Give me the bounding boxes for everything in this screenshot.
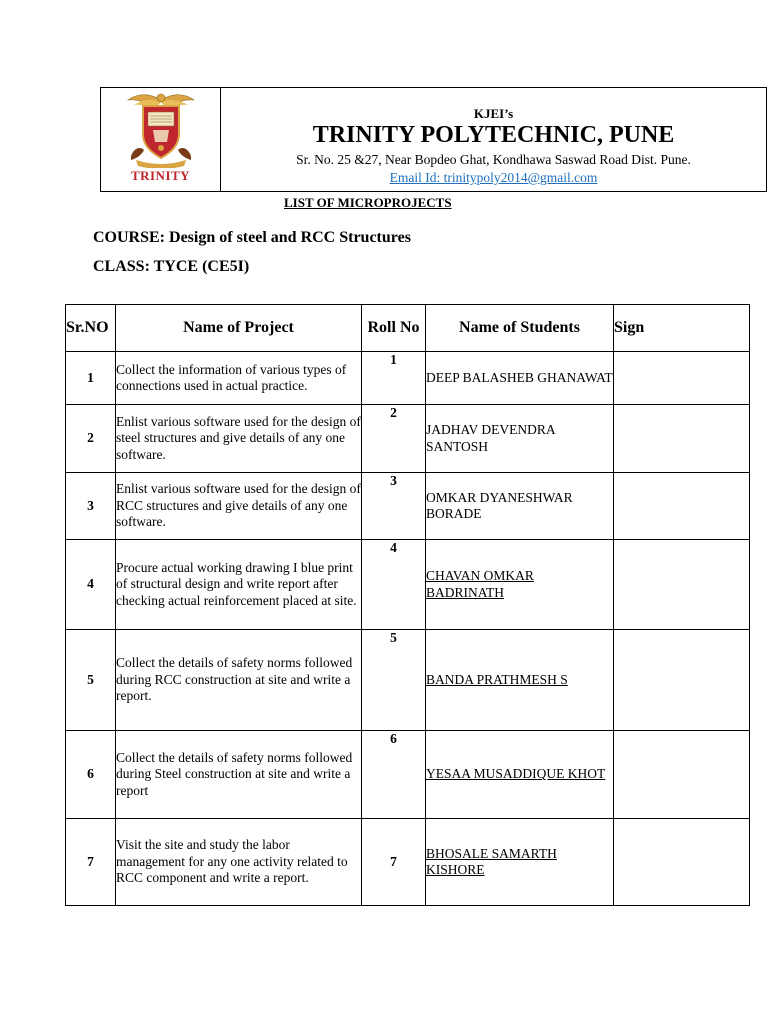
student-cell: OMKAR DYANESHWAR BORADE — [426, 473, 614, 540]
header-sign: Sign — [614, 305, 750, 352]
sign-cell[interactable] — [614, 405, 750, 473]
student-cell: CHAVAN OMKAR BADRINATH — [426, 540, 614, 630]
sr-no-cell: 6 — [66, 731, 116, 819]
student-cell: DEEP BALASHEB GHANAWAT — [426, 352, 614, 405]
header-students: Name of Students — [426, 305, 614, 352]
table-row — [66, 352, 750, 405]
list-title: LIST OF MICROPROJECTS — [284, 195, 452, 210]
roll-no-cell: 1 — [362, 352, 426, 405]
college-name: TRINITY POLYTECHNIC, PUNE — [312, 122, 675, 148]
project-cell: Procure actual working drawing I blue print of structural design and write report after checking actual reinforcement placed at site. — [116, 540, 362, 630]
table-row — [66, 819, 750, 906]
org-name: KJEI’s — [473, 106, 514, 121]
student-cell: JADHAV DEVENDRA SANTOSH — [426, 405, 614, 473]
sr-no-cell: 1 — [66, 352, 116, 405]
roll-no-cell: 5 — [362, 630, 426, 731]
table-row — [66, 630, 750, 731]
sr-no-cell: 3 — [66, 473, 116, 540]
table-row — [66, 731, 750, 819]
sign-cell[interactable] — [614, 819, 750, 906]
sign-cell[interactable] — [614, 540, 750, 630]
roll-no-cell: 7 — [362, 819, 426, 906]
roll-no-cell: 4 — [362, 540, 426, 630]
project-cell: Collect the information of various types of connections used in actual practice. — [116, 352, 362, 405]
table-row — [66, 405, 750, 473]
sr-no-cell: 5 — [66, 630, 116, 731]
logo-wordmark: TRINITY — [130, 168, 191, 183]
student-cell: BANDA PRATHMESH S — [426, 630, 614, 731]
student-cell: YESAA MUSADDIQUE KHOT — [426, 731, 614, 819]
project-cell: Enlist various software used for the design of RCC structures and give details of any one software. — [116, 473, 362, 540]
table-header-row — [66, 305, 750, 352]
header-sr-no: Sr.NO — [66, 305, 116, 352]
logo-cell — [101, 88, 221, 191]
sign-cell[interactable] — [614, 473, 750, 540]
email-link[interactable]: Email Id: trinitypoly2014@gmail.com — [389, 170, 598, 185]
header-project: Name of Project — [116, 305, 362, 352]
college-address: Sr. No. 25 &27, Near Bopdeo Ghat, Kondhawa Saswad Road Dist. Pune. — [296, 152, 691, 167]
class-title: CLASS: TYCE (CE5I) — [93, 258, 250, 275]
letterhead — [100, 87, 767, 192]
project-cell: Collect the details of safety norms followed during Steel construction at site and write a report — [116, 731, 362, 819]
table-row — [66, 473, 750, 540]
student-cell: BHOSALE SAMARTH KISHORE — [426, 819, 614, 906]
project-cell: Visit the site and study the labor management for any one activity related to RCC component and write a report. — [116, 819, 362, 906]
sr-no-cell: 7 — [66, 819, 116, 906]
microprojects-table — [65, 304, 750, 906]
roll-no-cell: 3 — [362, 473, 426, 540]
sign-cell[interactable] — [614, 352, 750, 405]
letterhead-info — [221, 88, 766, 191]
project-cell: Enlist various software used for the design of steel structures and give details of any one software. — [116, 405, 362, 473]
sign-cell[interactable] — [614, 731, 750, 819]
trinity-crest-logo — [126, 90, 196, 168]
sign-cell[interactable] — [614, 630, 750, 731]
table-row — [66, 540, 750, 630]
project-cell: Collect the details of safety norms followed during RCC construction at site and write a report. — [116, 630, 362, 731]
course-title: COURSE: Design of steel and RCC Structures — [93, 229, 411, 246]
header-roll-no: Roll No — [362, 305, 426, 352]
sr-no-cell: 2 — [66, 405, 116, 473]
roll-no-cell: 6 — [362, 731, 426, 819]
roll-no-cell: 2 — [362, 405, 426, 473]
sr-no-cell: 4 — [66, 540, 116, 630]
